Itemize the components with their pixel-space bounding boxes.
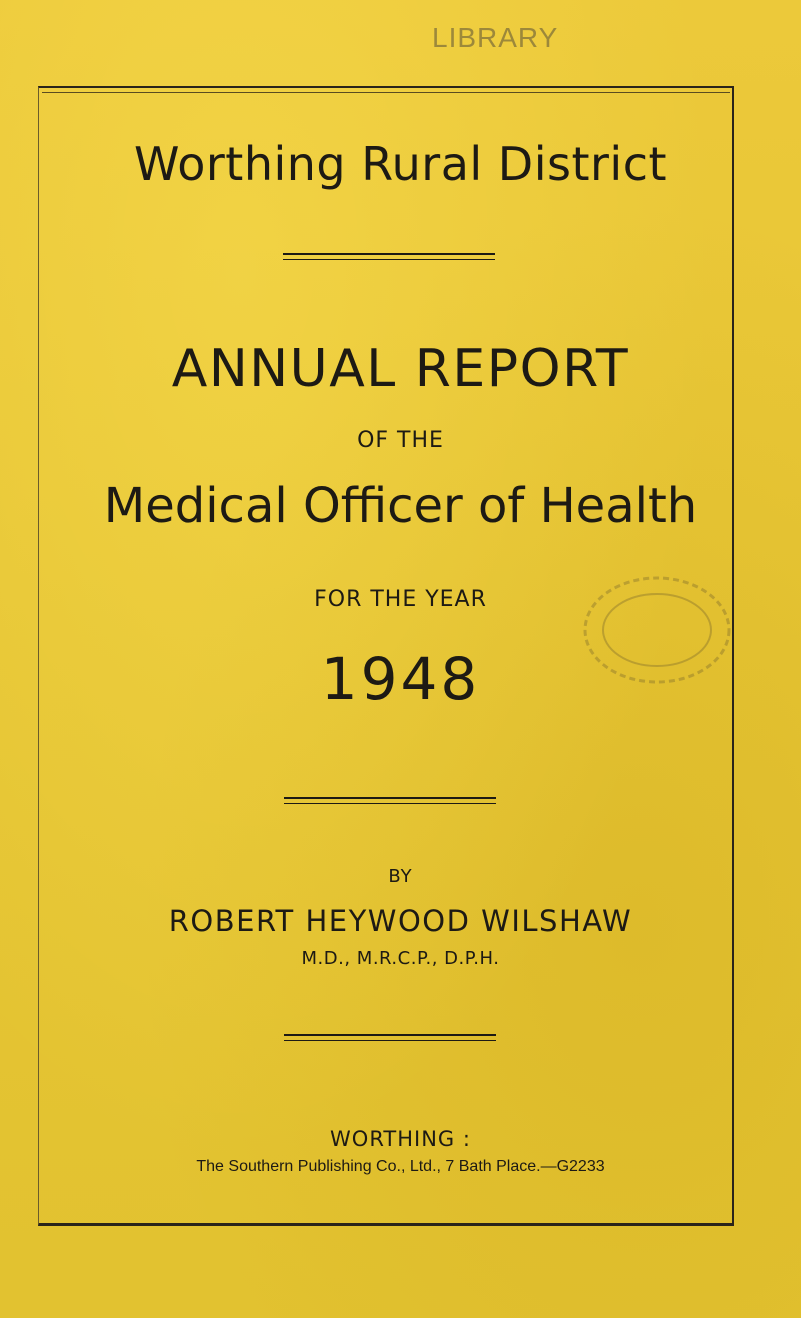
of-the-text: OF THE [357,428,444,453]
author-degrees: M.D., M.R.C.P., D.P.H. [301,948,500,969]
for-the-year-text: FOR THE YEAR [314,587,487,612]
library-stamp-icon [575,560,740,700]
publisher-line: The Southern Publishing Co., Ltd., 7 Bath Place.—G2233 [196,1158,605,1175]
frame-inner-line [42,92,730,93]
divider-rule-1 [283,253,495,260]
author-name: ROBERT HEYWOOD WILSHAW [168,904,633,938]
report-subject: Medical Officer of Health [103,478,698,534]
divider-rule-3 [284,1034,496,1041]
library-stamp-top [0,0,801,80]
report-year: 1948 [320,645,481,713]
publication-place: WORTHING : [330,1127,471,1151]
district-title: Worthing Rural District [133,137,668,191]
library-stamp-text: LIBRARY [432,22,559,53]
by-text: BY [388,866,413,887]
divider-rule-2 [284,797,496,804]
report-heading: ANNUAL REPORT [171,339,630,399]
